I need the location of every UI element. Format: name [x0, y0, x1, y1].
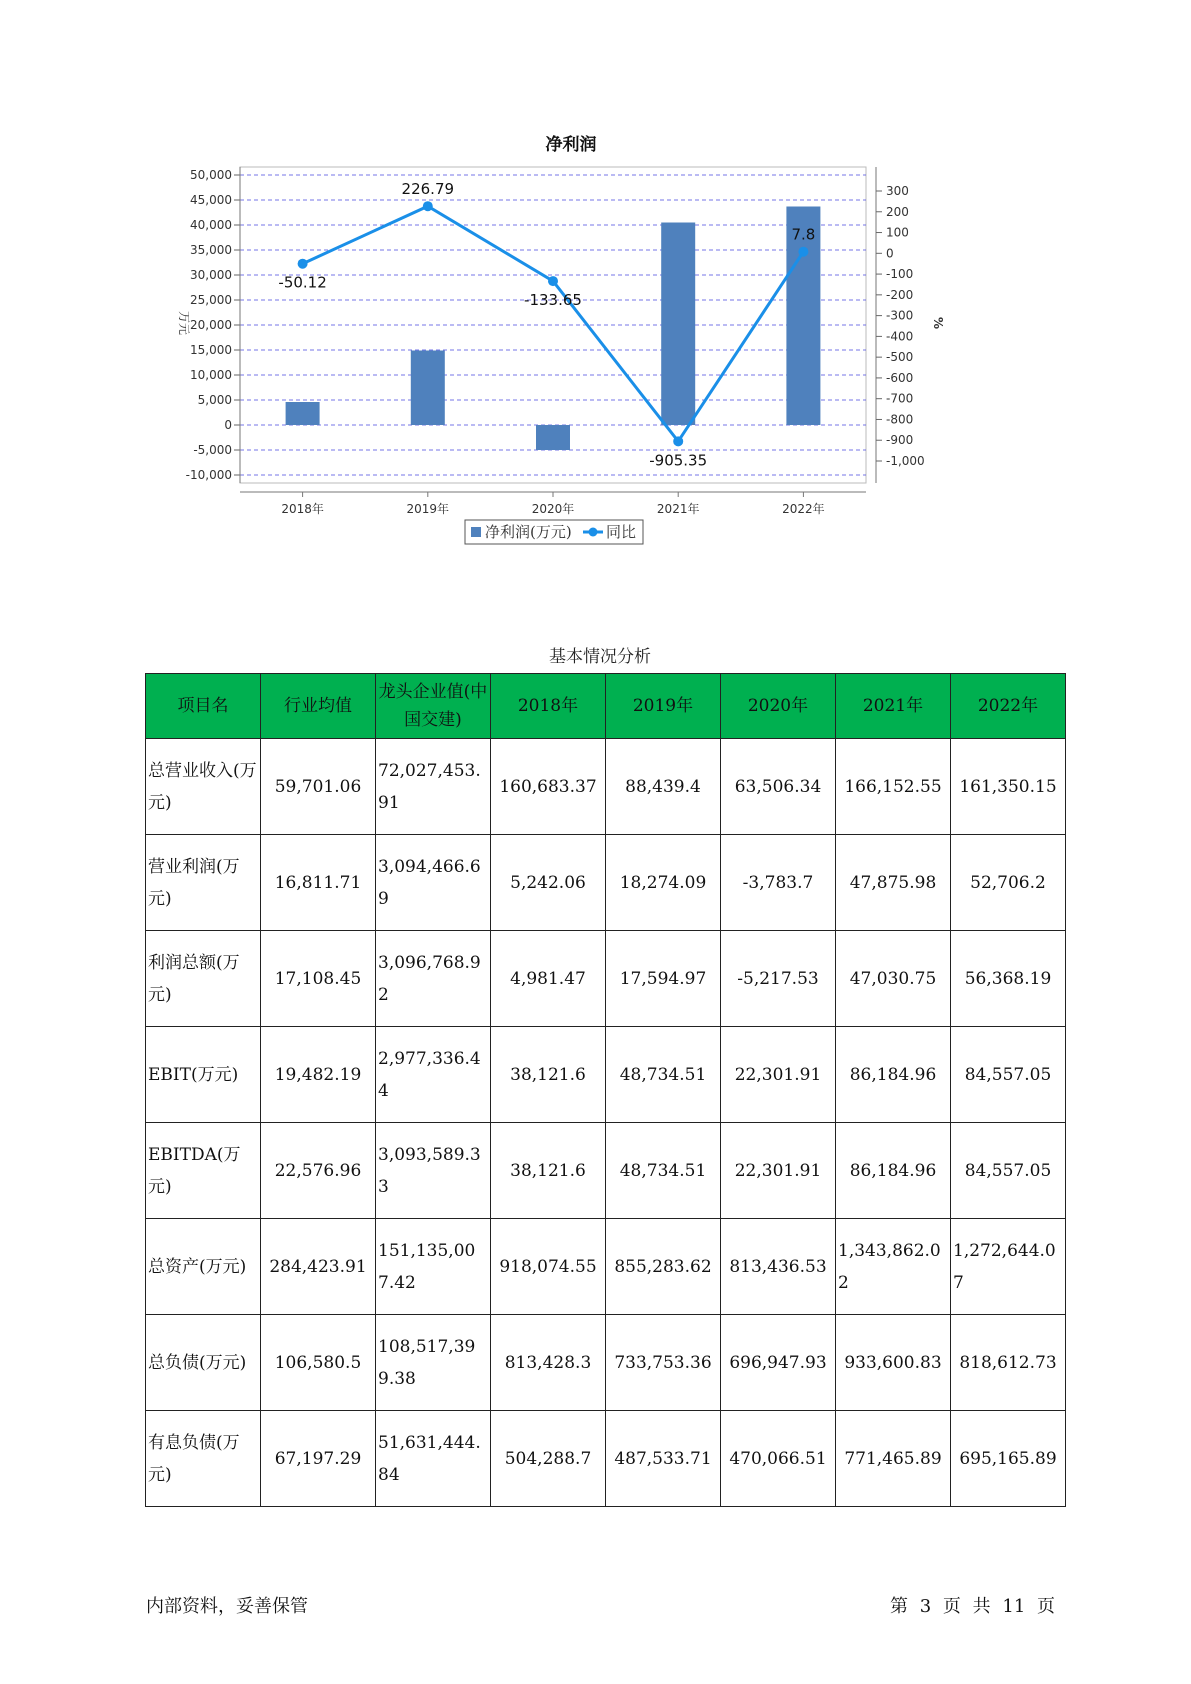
table-header-cell: 行业均值 — [261, 674, 376, 739]
table-header-cell: 龙头企业值(中国交建) — [376, 674, 491, 739]
bar-2020年 — [536, 425, 570, 450]
y-tick-label: 35,000 — [190, 243, 232, 257]
table-cell: 59,701.06 — [261, 739, 376, 835]
x-tick-label: 2020年 — [531, 502, 575, 516]
row-label-cell: EBITDA(万元) — [146, 1123, 261, 1219]
chart-title: 净利润 — [545, 135, 597, 155]
yoy-data-label: -50.12 — [278, 273, 327, 292]
yoy-data-label: 7.8 — [791, 225, 816, 244]
table-cell: 504,288.7 — [491, 1411, 606, 1507]
bar-2019年 — [411, 351, 445, 426]
table-row — [146, 1315, 1066, 1411]
table-cell: 161,350.15 — [951, 739, 1066, 835]
table-cell: 108,517,399.38 — [376, 1315, 491, 1411]
yoy-data-label: 226.79 — [401, 180, 455, 199]
table-header-cell: 项目名 — [146, 674, 261, 739]
table-cell: 106,580.5 — [261, 1315, 376, 1411]
x-tick-label: 2019年 — [406, 502, 450, 516]
bar-2021年 — [661, 223, 695, 426]
y-tick-label: 30,000 — [190, 268, 232, 282]
table-cell: 487,533.71 — [606, 1411, 721, 1507]
y2-tick-label: 0 — [886, 246, 894, 261]
table-body — [146, 739, 1066, 1507]
table-cell: 88,439.4 — [606, 739, 721, 835]
y-tick-label: 25,000 — [190, 293, 232, 307]
table-cell: 771,465.89 — [836, 1411, 951, 1507]
row-label-cell: 利润总额(万元) — [146, 931, 261, 1027]
y2-tick-label: -1,000 — [886, 454, 925, 468]
table-cell: 48,734.51 — [606, 1123, 721, 1219]
legend-bar-swatch — [471, 527, 481, 537]
table-cell: 1,272,644.07 — [951, 1219, 1066, 1315]
table-header-cell: 2018年 — [491, 674, 606, 739]
y-tick-label: 20,000 — [190, 318, 232, 332]
table-cell: 48,734.51 — [606, 1027, 721, 1123]
table-cell: 17,108.45 — [261, 931, 376, 1027]
y-tick-label: -5,000 — [193, 443, 232, 457]
table-cell: 3,096,768.92 — [376, 931, 491, 1027]
table-cell: -5,217.53 — [721, 931, 836, 1027]
table-cell: 284,423.91 — [261, 1219, 376, 1315]
x-tick-label: 2022年 — [782, 502, 825, 516]
row-label-cell: 有息负债(万元) — [146, 1411, 261, 1507]
table-cell: 933,600.83 — [836, 1315, 951, 1411]
table-cell: 22,301.91 — [721, 1027, 836, 1123]
table-cell: 470,066.51 — [721, 1411, 836, 1507]
y2-tick-label: -600 — [886, 370, 914, 385]
table-cell: -3,783.7 — [721, 835, 836, 931]
table-cell: 3,093,589.33 — [376, 1123, 491, 1219]
table-row — [146, 835, 1066, 931]
legend-line-label: 同比 — [606, 523, 637, 541]
table-cell: 2,977,336.44 — [376, 1027, 491, 1123]
table-header-cell: 2020年 — [721, 674, 836, 739]
table-cell: 63,506.34 — [721, 739, 836, 835]
yoy-point — [423, 201, 433, 211]
table-cell: 696,947.93 — [721, 1315, 836, 1411]
table-cell: 56,368.19 — [951, 931, 1066, 1027]
y2-tick-label: 200 — [886, 204, 909, 219]
table-cell: 86,184.96 — [836, 1123, 951, 1219]
table-cell: 5,242.06 — [491, 835, 606, 931]
table-cell: 51,631,444.84 — [376, 1411, 491, 1507]
row-label-cell: 营业利润(万元) — [146, 835, 261, 931]
y-tick-label: 15,000 — [190, 343, 232, 357]
x-tick-label: 2018年 — [281, 502, 324, 516]
table-cell: 813,428.3 — [491, 1315, 606, 1411]
row-label-cell: 总负债(万元) — [146, 1315, 261, 1411]
y2-tick-label: -400 — [886, 329, 914, 344]
table-header-cell: 2019年 — [606, 674, 721, 739]
y2-tick-label: -100 — [886, 267, 914, 282]
y2-tick-label: 100 — [886, 225, 909, 240]
y2-tick-label: 300 — [886, 184, 909, 198]
table-header-row — [146, 674, 1066, 739]
y2-tick-label: -800 — [886, 412, 914, 427]
y-tick-label: 50,000 — [190, 168, 232, 182]
table-cell: 52,706.2 — [951, 835, 1066, 931]
table-cell: 22,301.91 — [721, 1123, 836, 1219]
table-cell: 18,274.09 — [606, 835, 721, 931]
table-cell: 855,283.62 — [606, 1219, 721, 1315]
yoy-point — [673, 436, 683, 446]
y2-tick-label: -500 — [886, 350, 914, 365]
table-row — [146, 739, 1066, 835]
yoy-point — [548, 276, 558, 286]
table-header-cell: 2022年 — [951, 674, 1066, 739]
table-cell: 22,576.96 — [261, 1123, 376, 1219]
table-cell: 695,165.89 — [951, 1411, 1066, 1507]
table-cell: 84,557.05 — [951, 1027, 1066, 1123]
row-label-cell: 总营业收入(万元) — [146, 739, 261, 835]
table-row — [146, 1219, 1066, 1315]
bar-2018年 — [286, 402, 320, 425]
legend-bar-label: 净利润(万元) — [485, 523, 572, 541]
table-row — [146, 1027, 1066, 1123]
table-cell: 1,343,862.02 — [836, 1219, 951, 1315]
yoy-point — [298, 259, 308, 269]
footer-page-number: 第 3 页 共 11 页 — [890, 1596, 1055, 1617]
table-cell: 813,436.53 — [721, 1219, 836, 1315]
y2-tick-label: -300 — [886, 308, 914, 323]
basic-analysis-table — [145, 673, 1066, 1507]
table-cell: 19,482.19 — [261, 1027, 376, 1123]
table-caption: 基本情况分析 — [549, 647, 651, 667]
table-cell: 47,875.98 — [836, 835, 951, 931]
table-row — [146, 931, 1066, 1027]
y-axis-label: 万元 — [177, 310, 191, 336]
table-header-cell: 2021年 — [836, 674, 951, 739]
table-cell: 38,121.6 — [491, 1027, 606, 1123]
table-cell: 733,753.36 — [606, 1315, 721, 1411]
y2-tick-label: -200 — [886, 287, 914, 302]
table-cell: 3,094,466.69 — [376, 835, 491, 931]
y2-tick-label: -900 — [886, 433, 914, 448]
table-cell: 160,683.37 — [491, 739, 606, 835]
y-tick-label: 10,000 — [190, 368, 232, 382]
chart-svg — [150, 130, 970, 590]
yoy-data-label: -905.35 — [649, 451, 708, 470]
yoy-data-label: -133.65 — [524, 291, 582, 310]
y2-axis-label: % — [931, 316, 945, 330]
y-tick-label: 5,000 — [197, 393, 232, 407]
table-cell: 4,981.47 — [491, 931, 606, 1027]
table-cell: 47,030.75 — [836, 931, 951, 1027]
y-tick-label: 45,000 — [190, 193, 232, 207]
x-tick-label: 2021年 — [656, 502, 700, 516]
table-cell: 72,027,453.91 — [376, 739, 491, 835]
net-profit-chart — [150, 130, 970, 590]
yoy-point — [798, 247, 808, 257]
y-tick-label: -10,000 — [185, 468, 232, 482]
legend-line-marker — [589, 528, 598, 537]
table-cell: 84,557.05 — [951, 1123, 1066, 1219]
y2-tick-label: -700 — [886, 391, 914, 406]
y-tick-label: 0 — [224, 418, 232, 432]
row-label-cell: EBIT(万元) — [146, 1027, 261, 1123]
table-cell: 86,184.96 — [836, 1027, 951, 1123]
table-cell: 38,121.6 — [491, 1123, 606, 1219]
footer-confidential-note: 内部资料，妥善保管 — [146, 1596, 308, 1617]
table-cell: 818,612.73 — [951, 1315, 1066, 1411]
table-row — [146, 1411, 1066, 1507]
table-row — [146, 1123, 1066, 1219]
table-cell: 16,811.71 — [261, 835, 376, 931]
table-cell: 151,135,007.42 — [376, 1219, 491, 1315]
yoy-line — [303, 206, 804, 441]
table-cell: 17,594.97 — [606, 931, 721, 1027]
table-cell: 166,152.55 — [836, 739, 951, 835]
row-label-cell: 总资产(万元) — [146, 1219, 261, 1315]
table-cell: 67,197.29 — [261, 1411, 376, 1507]
y-tick-label: 40,000 — [190, 218, 232, 232]
table-cell: 918,074.55 — [491, 1219, 606, 1315]
